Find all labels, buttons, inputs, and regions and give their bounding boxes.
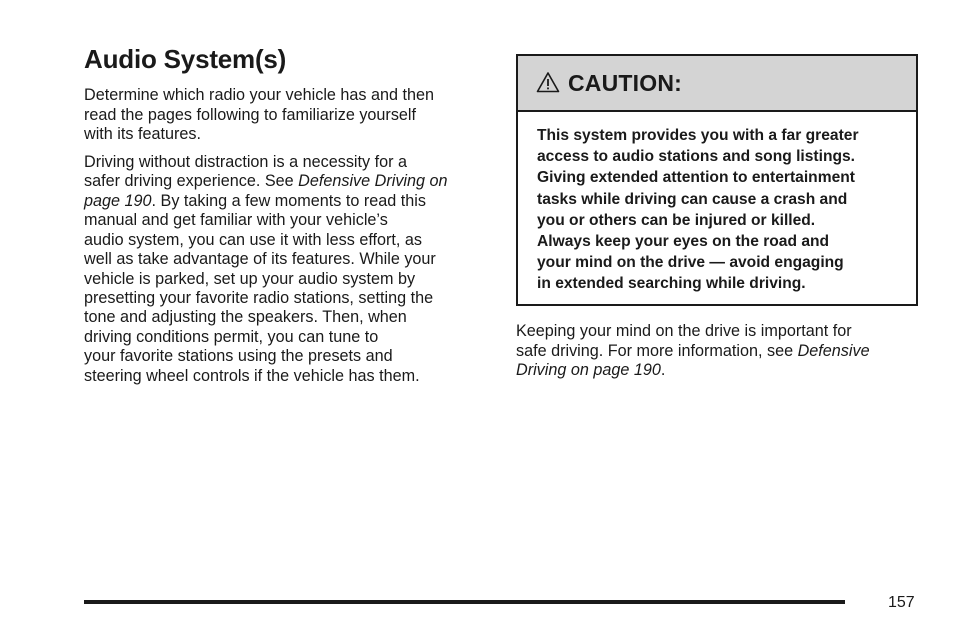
intro-line: read the pages following to familiarize yourself (84, 105, 417, 124)
caution-line: in extended searching while driving. (537, 275, 806, 293)
paragraph-line: vehicle is parked, set up your audio system by (84, 269, 416, 288)
intro-line: with its features. (84, 125, 201, 144)
paragraph-line: . (660, 361, 666, 380)
footer-rule (84, 600, 845, 604)
intro-line: Determine which radio your vehicle has and then (84, 86, 435, 104)
paragraph-line: . By taking a few moments to read this (151, 191, 426, 210)
paragraph-line: Driving without distraction is a necessity for a (84, 152, 407, 171)
caution-line: Giving extended attention to entertainment (537, 169, 855, 187)
caution-line: you or others can be injured or killed. (537, 211, 816, 229)
section-title: Audio System(s) (84, 44, 287, 74)
paragraph-line: audio system, you can use it with less effort, as (84, 230, 423, 249)
caution-line: access to audio stations and song listings. (537, 148, 856, 166)
page-reference-link[interactable]: Defensive (797, 341, 870, 360)
page-reference-link[interactable]: Driving on page 190 (516, 361, 661, 380)
caution-box (516, 54, 918, 306)
caution-line: This system provides you with a far greater (537, 127, 859, 144)
paragraph-line: steering wheel controls if the vehicle has them. (84, 366, 420, 385)
paragraph-line: safe driving. For more information, see (516, 341, 798, 360)
paragraph-line: well as take advantage of its features. While your (84, 250, 436, 269)
paragraph-line: driving conditions permit, you can tune to (84, 327, 379, 346)
page-reference-link[interactable]: Defensive Driving on (298, 172, 448, 191)
page-reference-link[interactable]: page 190 (84, 191, 152, 210)
caution-line: your mind on the drive — avoid engaging (537, 254, 844, 272)
caution-line: tasks while driving can cause a crash and (537, 190, 848, 208)
caution-body (518, 112, 916, 295)
warning-triangle-icon (536, 71, 560, 93)
paragraph-line: Keeping your mind on the drive is important for (516, 322, 852, 340)
distraction-paragraph (84, 153, 494, 386)
paragraph-line: presetting your favorite radio stations, setting the (84, 288, 434, 307)
paragraph-line: manual and get familiar with your vehicle’s (84, 211, 388, 230)
left-column (84, 42, 494, 394)
intro-paragraph (84, 86, 494, 145)
page-number: 157 (888, 594, 915, 611)
followup-paragraph (516, 322, 916, 381)
paragraph-line: safer driving experience. See (84, 172, 299, 191)
caution-title: CAUTION: (568, 69, 683, 96)
paragraph-line: your favorite stations using the presets and (84, 347, 393, 366)
caution-header (518, 56, 916, 112)
paragraph-line: tone and adjusting the speakers. Then, when (84, 308, 407, 327)
caution-line: Always keep your eyes on the road and (537, 233, 830, 251)
